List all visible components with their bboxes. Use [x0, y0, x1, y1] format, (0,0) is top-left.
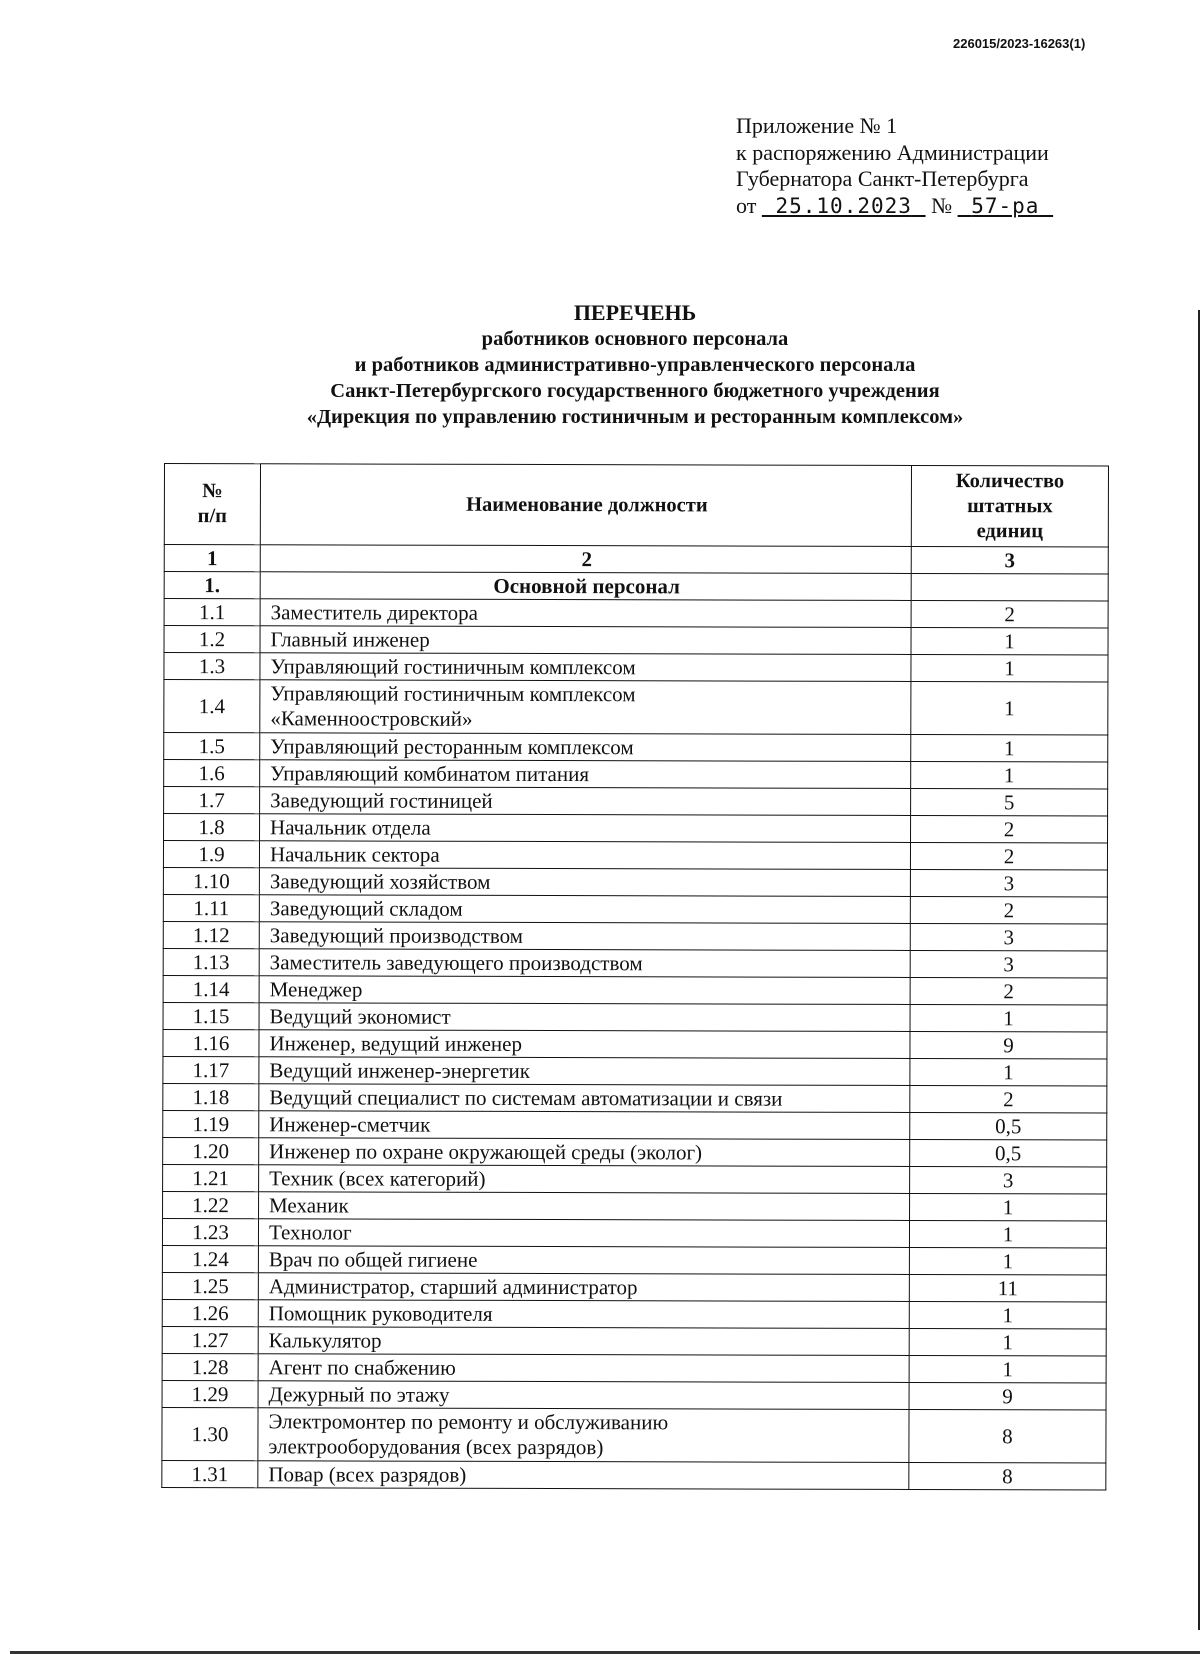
row-number: 1.4 [164, 680, 260, 733]
table-row [163, 975, 1107, 1004]
row-position-name: Управляющий комбинатом питания [260, 760, 911, 789]
row-staff-count: 11 [909, 1274, 1106, 1302]
row-number: 1.22 [163, 1191, 259, 1218]
row-staff-count: 2 [910, 1085, 1107, 1113]
column-number-2: 2 [260, 545, 911, 574]
row-position-name: Ведущий инженер-энергетик [259, 1057, 910, 1086]
row-staff-count: 2 [910, 896, 1107, 924]
row-position-name: Управляющий гостиничным комплексом «Каменноостровский» [260, 680, 911, 735]
row-position-name: Технолог [258, 1219, 909, 1248]
row-staff-count: 1 [909, 1220, 1106, 1248]
row-staff-count: 0,5 [910, 1112, 1107, 1140]
table-row [162, 1460, 1106, 1489]
row-staff-count: 1 [909, 1247, 1106, 1275]
table-row [163, 1002, 1107, 1031]
row-staff-count: 3 [910, 950, 1107, 978]
row-number: 1.21 [163, 1164, 259, 1191]
row-staff-count: 1 [910, 1004, 1107, 1032]
row-number: 1.18 [163, 1083, 259, 1110]
appendix-line-1: Приложение № 1 [736, 113, 898, 138]
row-position-name: Заведующий складом [259, 895, 910, 924]
row-staff-count: 0,5 [910, 1139, 1107, 1167]
table-row [163, 1137, 1107, 1166]
header-position-name: Наименование должности [260, 464, 911, 547]
row-staff-count: 2 [911, 600, 1108, 628]
row-number: 1.14 [163, 975, 259, 1002]
row-number: 1.16 [163, 1029, 259, 1056]
row-position-name: Управляющий гостиничным комплексом [260, 653, 911, 682]
column-numbers-row [164, 545, 1108, 574]
row-number: 1.2 [164, 626, 260, 653]
row-number: 1.13 [163, 948, 259, 975]
row-number: 1.29 [162, 1380, 258, 1407]
row-staff-count: 1 [910, 1058, 1107, 1086]
row-position-name: Инженер, ведущий инженер [259, 1030, 910, 1059]
row-staff-count: 3 [910, 923, 1107, 951]
number-sign: № [931, 192, 953, 218]
row-position-name: Помощник руководителя [258, 1300, 909, 1329]
order-number: 57-ра [971, 193, 1040, 218]
row-number: 1.8 [164, 814, 260, 841]
row-number: 1.12 [163, 921, 259, 948]
appendix-line-3: Губернатора Санкт-Петербурга [736, 166, 1029, 191]
header-number: № п/п [164, 464, 260, 545]
appendix-date-line [736, 193, 1053, 220]
table-row [162, 1353, 1106, 1382]
row-number: 1.10 [163, 867, 259, 894]
title-line-3: и работников административно-управленческого персонала [354, 354, 916, 376]
table-row [164, 787, 1108, 816]
row-position-name: Техник (всех категорий) [259, 1165, 910, 1194]
row-staff-count: 5 [911, 788, 1108, 816]
row-number: 1.25 [162, 1272, 258, 1299]
row-position-name: Администратор, старший администратор [258, 1273, 909, 1302]
row-staff-count: 1 [911, 734, 1108, 762]
row-staff-count: 1 [909, 1301, 1106, 1329]
row-number: 1.15 [163, 1002, 259, 1029]
row-position-name: Электромонтер по ремонту и обслуживанию электрооборудования (всех разрядов) [258, 1408, 909, 1463]
row-number: 1.19 [163, 1110, 259, 1137]
row-position-name: Дежурный по этажу [258, 1381, 909, 1410]
row-position-name: Инженер по охране окружающей среды (эколог) [259, 1138, 910, 1167]
row-position-name: Инженер-сметчик [259, 1111, 910, 1140]
table-row [163, 1029, 1107, 1058]
row-position-name: Повар (всех разрядов) [258, 1461, 909, 1490]
table-row [163, 1110, 1107, 1139]
table-row [163, 894, 1107, 923]
row-staff-count: 1 [909, 1355, 1106, 1383]
table-row [163, 1083, 1107, 1112]
row-position-name: Начальник отдела [260, 814, 911, 843]
row-number: 1.9 [163, 841, 259, 868]
table-row [164, 760, 1108, 789]
row-number: 1.31 [162, 1460, 258, 1487]
row-position-name: Заведующий хозяйством [259, 868, 910, 897]
row-staff-count: 2 [910, 842, 1107, 870]
row-position-name: Врач по общей гигиене [258, 1246, 909, 1275]
table-row [163, 1164, 1107, 1193]
section-row [164, 572, 1108, 601]
table-row [164, 733, 1108, 762]
appendix-header [736, 113, 1053, 219]
table-row [163, 841, 1107, 870]
row-number: 1.26 [162, 1299, 258, 1326]
row-number: 1.20 [163, 1137, 259, 1164]
row-number: 1.5 [164, 733, 260, 760]
staff-table [161, 463, 1109, 1490]
row-position-name: Заместитель директора [260, 599, 911, 628]
table-row [163, 921, 1107, 950]
row-position-name: Главный инженер [260, 626, 911, 655]
row-staff-count: 3 [910, 1166, 1107, 1194]
table-row [162, 1380, 1106, 1409]
table-row [164, 653, 1108, 682]
document-title [0, 300, 1200, 430]
row-number: 1.30 [162, 1407, 258, 1460]
table-row [162, 1299, 1106, 1328]
title-line-5: «Дирекция по управлению гостиничным и ресторанным комплексом» [306, 406, 964, 428]
document-registration-number: 226015/2023-16263(1) [953, 36, 1086, 51]
column-number-1: 1 [164, 545, 260, 572]
table-row [163, 1056, 1107, 1085]
row-number: 1.24 [162, 1245, 258, 1272]
row-position-name: Агент по снабжению [258, 1354, 909, 1383]
row-staff-count: 3 [910, 869, 1107, 897]
row-staff-count: 1 [911, 761, 1108, 789]
row-number: 1.17 [163, 1056, 259, 1083]
row-number: 1.28 [162, 1353, 258, 1380]
row-position-name: Менеджер [259, 976, 910, 1005]
row-staff-count: 2 [910, 977, 1107, 1005]
row-position-name: Управляющий ресторанным комплексом [260, 733, 911, 762]
row-number: 1.7 [164, 787, 260, 814]
table-row [162, 1218, 1106, 1247]
row-position-name: Заведующий гостиницей [260, 787, 911, 816]
row-number: 1.23 [162, 1218, 258, 1245]
table-row [162, 1326, 1106, 1355]
row-staff-count: 1 [909, 1328, 1106, 1356]
section-empty-cell [911, 573, 1108, 601]
section-title: Основной персонал [260, 572, 911, 601]
staff-table-container [164, 463, 1109, 1488]
table-row [162, 1407, 1106, 1462]
row-number: 1.6 [164, 760, 260, 787]
section-number: 1. [164, 572, 260, 599]
row-staff-count: 8 [909, 1462, 1106, 1490]
row-staff-count: 9 [910, 1031, 1107, 1059]
row-staff-count: 9 [909, 1382, 1106, 1410]
table-row [164, 626, 1108, 655]
row-staff-count: 2 [911, 815, 1108, 843]
table-row [164, 680, 1108, 735]
row-staff-count: 8 [909, 1409, 1106, 1463]
table-row [162, 1272, 1106, 1301]
row-number: 1.27 [162, 1326, 258, 1353]
row-staff-count: 1 [911, 627, 1108, 655]
row-position-name: Заместитель заведующего производством [259, 949, 910, 978]
column-number-3: 3 [911, 546, 1108, 574]
row-number: 1.3 [164, 653, 260, 680]
table-row [163, 948, 1107, 977]
row-position-name: Механик [259, 1192, 910, 1221]
title-main: ПЕРЕЧЕНЬ [573, 300, 697, 325]
row-staff-count: 1 [911, 681, 1108, 735]
table-row [163, 1191, 1107, 1220]
row-staff-count: 1 [910, 1193, 1107, 1221]
row-position-name: Ведущий специалист по системам автоматизации и связи [259, 1084, 910, 1113]
table-row [164, 814, 1108, 843]
title-line-4: Санкт-Петербургского государственного бюджетного учреждения [330, 380, 940, 402]
header-staff-count: Количество штатных единиц [911, 465, 1108, 547]
row-number: 1.1 [164, 599, 260, 626]
date-prefix: от [736, 192, 757, 218]
row-position-name: Заведующий производством [259, 922, 910, 951]
table-header-row [164, 464, 1108, 547]
row-number: 1.11 [163, 894, 259, 921]
table-row [163, 867, 1107, 896]
row-position-name: Ведущий экономист [259, 1003, 910, 1032]
table-row [164, 599, 1108, 628]
appendix-line-2: к распоряжению Администрации [736, 139, 1049, 165]
table-row [162, 1245, 1106, 1274]
row-position-name: Калькулятор [258, 1327, 909, 1356]
row-position-name: Начальник сектора [259, 841, 910, 870]
order-date: 25.10.2023 [775, 193, 912, 218]
row-staff-count: 1 [911, 654, 1108, 682]
title-line-2: работников основного персонала [481, 328, 789, 350]
